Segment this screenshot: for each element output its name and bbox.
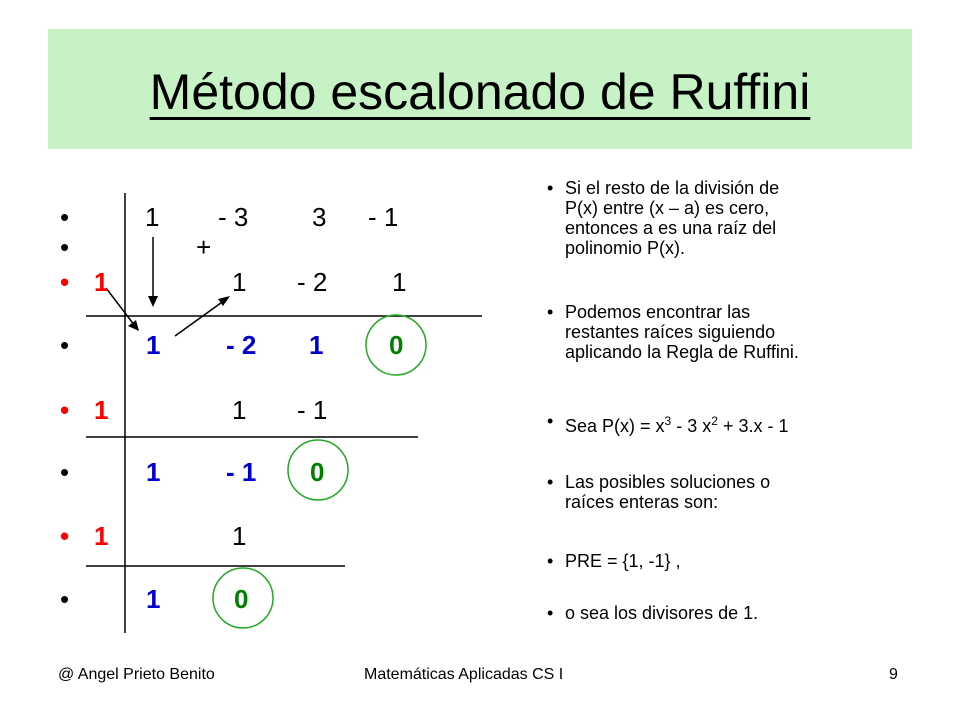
text-line: Si el resto de la división de bbox=[565, 178, 780, 198]
bullet: • bbox=[547, 551, 554, 571]
polynomial-line bbox=[565, 411, 905, 436]
text-line: o sea los divisores de 1. bbox=[565, 603, 759, 623]
product-value: 1 bbox=[392, 267, 407, 297]
arrow-diag-line bbox=[106, 288, 135, 326]
root-value: 1 bbox=[94, 395, 109, 425]
result-value: 1 bbox=[146, 457, 161, 487]
product-value: 1 bbox=[232, 521, 247, 551]
remainder-value: 0 bbox=[234, 584, 249, 614]
root-value: 1 bbox=[94, 267, 109, 297]
text-line: Podemos encontrar las bbox=[565, 302, 751, 322]
result-value: 1 bbox=[146, 584, 161, 614]
bullet: • bbox=[60, 521, 70, 551]
result-value: - 1 bbox=[226, 457, 257, 487]
text-line: polinomio P(x). bbox=[565, 238, 686, 258]
plus-sign: + bbox=[196, 232, 212, 262]
bullet: • bbox=[547, 603, 554, 623]
product-value: - 1 bbox=[297, 395, 328, 425]
arrow-diag-head bbox=[128, 320, 139, 331]
bullet: • bbox=[60, 330, 70, 360]
footer-course: Matemáticas Aplicadas CS I bbox=[364, 666, 564, 683]
product-value: 1 bbox=[232, 395, 247, 425]
bullet: • bbox=[547, 302, 554, 322]
polynomial-part: Sea P(x) = x bbox=[565, 416, 665, 436]
root-value: 1 bbox=[94, 521, 109, 551]
remainder-value: 0 bbox=[389, 330, 404, 360]
text-line: raíces enteras son: bbox=[565, 492, 719, 512]
bullet: • bbox=[60, 584, 70, 614]
bullet: • bbox=[547, 472, 554, 492]
bullet: • bbox=[547, 178, 554, 198]
polynomial-part: + 3.x - 1 bbox=[717, 416, 789, 436]
coefficient: - 1 bbox=[368, 202, 399, 232]
coefficient: 3 bbox=[312, 202, 327, 232]
bullet: • bbox=[60, 457, 70, 487]
page-number: 9 bbox=[889, 666, 898, 683]
bullet: • bbox=[547, 411, 554, 431]
result-value: 1 bbox=[309, 330, 324, 360]
text-line: P(x) entre (x – a) es cero, bbox=[565, 198, 770, 218]
text-line: entonces a es una raíz del bbox=[565, 218, 777, 238]
bullet: • bbox=[60, 232, 70, 262]
coefficient: - 3 bbox=[218, 202, 249, 232]
product-value: - 2 bbox=[297, 267, 328, 297]
bullet: • bbox=[60, 395, 70, 425]
text-line: aplicando la Regla de Ruffini. bbox=[565, 342, 799, 362]
result-value: 1 bbox=[146, 330, 161, 360]
footer-author: @ Angel Prieto Benito bbox=[58, 666, 215, 683]
bullet: • bbox=[60, 202, 70, 232]
exponent: 3 bbox=[664, 414, 672, 428]
text-line: restantes raíces siguiendo bbox=[565, 322, 776, 342]
result-value: - 2 bbox=[226, 330, 257, 360]
bullet: • bbox=[60, 267, 70, 297]
slide-title: Método escalonado de Ruffini bbox=[149, 64, 811, 120]
exponent: 2 bbox=[711, 414, 718, 428]
arrow-up-line bbox=[175, 300, 225, 336]
polynomial-part: - 3 x bbox=[671, 416, 712, 436]
text-line: PRE = {1, -1} , bbox=[565, 551, 681, 571]
remainder-value: 0 bbox=[310, 457, 325, 487]
arrow-down-head bbox=[148, 296, 158, 307]
text-line: Las posibles soluciones o bbox=[565, 472, 771, 492]
coefficient: 1 bbox=[145, 202, 160, 232]
product-value: 1 bbox=[232, 267, 247, 297]
